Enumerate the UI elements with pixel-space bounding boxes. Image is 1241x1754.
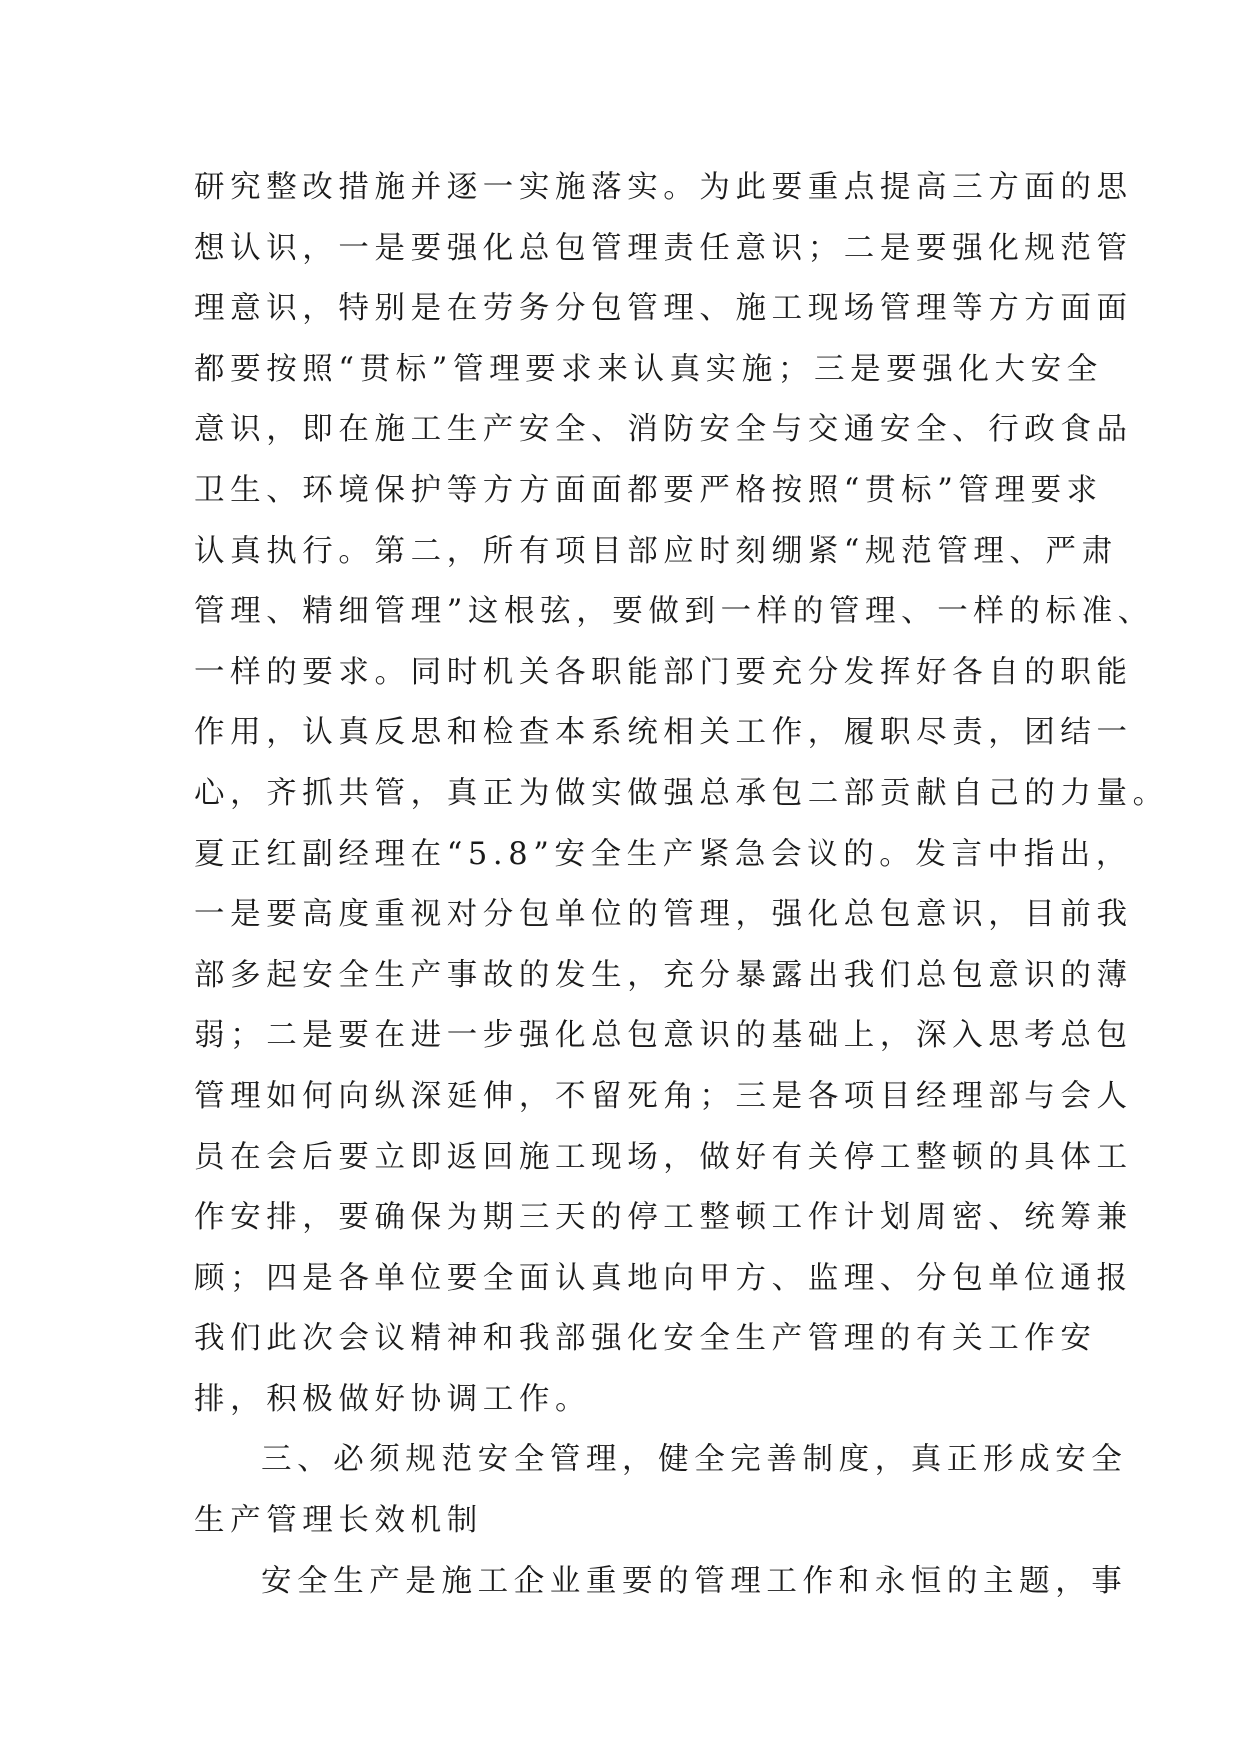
text-line: 排，积极做好协调工作。 <box>194 1381 592 1417</box>
text-line: 我们此次会议精神和我部强化安全生产管理的有关工作安 <box>194 1321 1097 1357</box>
text-line: 管理、精细管理”这根弦，要做到一样的管理、一样的标准、 <box>194 594 1154 630</box>
section-heading-continued: 生产管理长效机制 <box>194 1503 483 1539</box>
text-line: 心，齐抓共管，真正为做实做强总承包二部贡献自己的力量。 <box>194 775 1169 811</box>
text-line: 弱；二是要在进一步强化总包意识的基础上，深入思考总包 <box>194 1018 1133 1054</box>
text-line: 一是要高度重视对分包单位的管理，强化总包意识，目前我 <box>194 897 1133 933</box>
text-line: 研究整改措施并逐一实施落实。为此要重点提高三方面的思 <box>194 170 1133 205</box>
text-line: 作用，认真反思和检查本系统相关工作，履职尽责，团结一 <box>194 715 1133 751</box>
text-line: 想认识，一是要强化总包管理责任意识；二是要强化规范管 <box>194 230 1133 266</box>
text-line: 卫生、环境保护等方方面面都要严格按照“贯标”管理要求 <box>194 472 1103 508</box>
text-line: 管理如何向纵深延伸，不留死角；三是各项目经理部与会人 <box>194 1078 1133 1114</box>
text-line: 作安排，要确保为期三天的停工整顿工作计划周密、统筹兼 <box>194 1200 1133 1236</box>
text-line: 顾；四是各单位要全面认真地向甲方、监理、分包单位通报 <box>194 1260 1133 1296</box>
text-line: 部多起安全生产事故的发生，充分暴露出我们总包意识的薄 <box>194 957 1133 993</box>
text-line: 意识，即在施工生产安全、消防安全与交通安全、行政食品 <box>194 412 1133 448</box>
text-line: 员在会后要立即返回施工现场，做好有关停工整顿的具体工 <box>194 1139 1133 1175</box>
section-heading: 三、必须规范安全管理，健全完善制度，真正形成安全 <box>261 1442 1128 1478</box>
body-text <box>194 158 1169 1612</box>
text-line: 认真执行。第二，所有项目部应时刻绷紧“规范管理、严肃 <box>194 533 1118 569</box>
text-line: 夏正红副经理在“5.8”安全生产紧急会议的。发言中指出， <box>194 836 1132 872</box>
text-line: 安全生产是施工企业重要的管理工作和永恒的主题，事 <box>261 1563 1128 1599</box>
text-line: 都要按照“贯标”管理要求来认真实施；三是要强化大安全 <box>194 351 1103 387</box>
text-line: 一样的要求。同时机关各职能部门要充分发挥好各自的职能 <box>194 654 1133 690</box>
text-line: 理意识，特别是在劳务分包管理、施工现场管理等方方面面 <box>194 291 1133 327</box>
